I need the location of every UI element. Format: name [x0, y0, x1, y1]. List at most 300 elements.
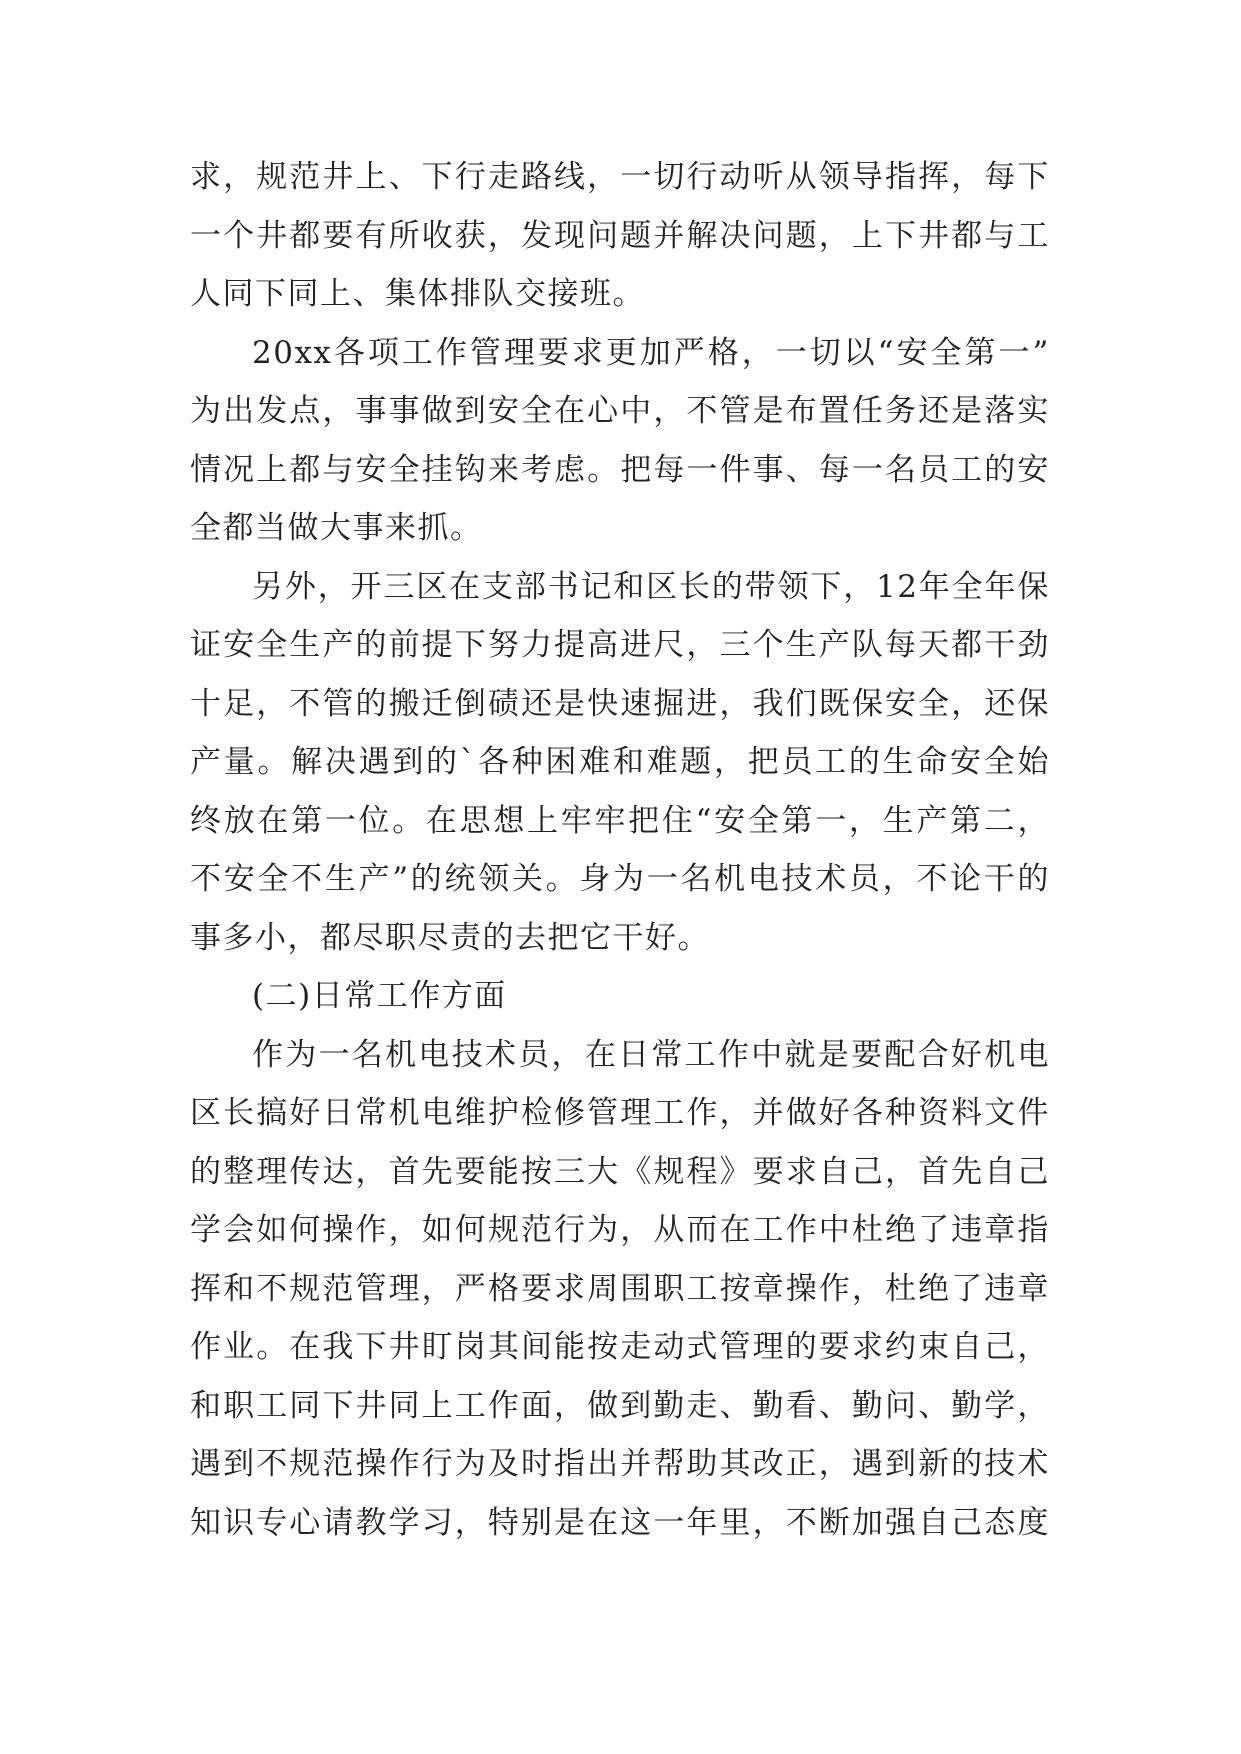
glyph: 进: [686, 685, 719, 722]
glyph: 改: [752, 1446, 786, 1482]
glyph: 要: [454, 1153, 488, 1190]
glyph: 教: [355, 1504, 388, 1541]
glyph: 规: [289, 1446, 322, 1482]
glyph: 遇: [190, 1446, 223, 1482]
glyph: 到: [223, 1446, 256, 1482]
glyph: 落: [984, 393, 1017, 429]
glyph: 区: [646, 568, 679, 605]
glyph: 理: [503, 334, 537, 371]
glyph: 机: [984, 1036, 1017, 1073]
text-line: [190, 1201, 1050, 1260]
glyph: 工: [256, 1387, 289, 1424]
glyph: 职: [653, 1270, 686, 1307]
glyph: 严: [454, 1270, 488, 1307]
glyph: 度: [1017, 1504, 1050, 1541]
glyph: ，: [487, 217, 521, 254]
glyph: 把: [620, 451, 653, 488]
glyph: ，: [951, 685, 984, 722]
text-line: 人同下同上、集体排队交接班。: [190, 276, 645, 312]
glyph: 面: [520, 1387, 554, 1424]
glyph: 路: [520, 159, 554, 195]
text-line: [190, 1377, 1050, 1436]
glyph: 学: [190, 1212, 223, 1248]
glyph: 及: [487, 1446, 521, 1482]
glyph: ，: [719, 685, 752, 722]
glyph: ，: [421, 1270, 455, 1307]
glyph: 实: [1017, 393, 1050, 429]
glyph: 钩: [454, 451, 488, 488]
glyph: 记: [580, 568, 613, 605]
glyph: 。: [545, 861, 579, 897]
glyph: 特: [487, 1504, 521, 1541]
glyph: 这: [620, 1504, 653, 1541]
glyph: 产: [190, 744, 223, 780]
glyph: 第: [291, 802, 324, 839]
glyph: 情: [190, 451, 223, 488]
glyph: ，: [818, 1446, 852, 1482]
text-line: [190, 1318, 1050, 1377]
glyph: 难: [579, 744, 612, 780]
glyph: 一: [653, 1504, 686, 1541]
glyph: 、: [719, 1387, 752, 1424]
glyph: 先: [951, 1153, 984, 1190]
glyph: 并: [653, 217, 686, 254]
glyph: 种: [884, 1095, 918, 1131]
glyph: 想: [493, 802, 526, 839]
glyph: ，: [884, 1153, 918, 1190]
glyph: 把: [628, 802, 661, 839]
glyph: 知: [190, 1504, 223, 1541]
glyph: 一: [998, 334, 1031, 371]
glyph: 。: [587, 451, 620, 488]
glyph: 按: [587, 1329, 620, 1365]
glyph: ，: [1017, 1329, 1050, 1365]
glyph: 井: [918, 217, 951, 254]
glyph: 第: [950, 802, 983, 839]
glyph: 下: [810, 568, 843, 605]
glyph: 达: [322, 1153, 355, 1190]
glyph: 名: [884, 451, 918, 488]
glyph: 工: [951, 451, 984, 488]
glyph: 不: [916, 861, 949, 897]
glyph: 何: [289, 1212, 322, 1248]
glyph: 把: [747, 744, 781, 780]
glyph: 遇: [851, 1446, 885, 1482]
glyph: 常: [355, 1095, 388, 1131]
glyph: 年: [686, 1504, 719, 1541]
glyph: 干: [983, 861, 1017, 897]
glyph: 心: [289, 1504, 322, 1541]
glyph: 从: [785, 159, 819, 195]
glyph: 学: [388, 1504, 422, 1541]
glyph: 现: [554, 217, 587, 254]
glyph: 在: [257, 802, 290, 839]
glyph: 解: [686, 217, 719, 254]
glyph: 式: [686, 1329, 719, 1365]
text-line: [190, 207, 1050, 266]
glyph: 事: [355, 393, 388, 429]
glyph: 都: [951, 217, 984, 254]
glyph: 工: [1017, 217, 1050, 254]
glyph: ，: [719, 1095, 752, 1131]
glyph: 在: [587, 1504, 620, 1541]
glyph: 员: [781, 744, 814, 780]
glyph: 更: [605, 334, 639, 371]
glyph: 要: [537, 334, 571, 371]
glyph: 从: [653, 1212, 686, 1248]
glyph: ”: [392, 861, 410, 897]
glyph: 职: [223, 1387, 256, 1424]
glyph: 牢: [560, 802, 594, 839]
glyph: 到: [884, 1446, 918, 1482]
glyph: 杜: [851, 1212, 885, 1248]
glyph: 请: [322, 1504, 355, 1541]
glyph: 理: [256, 1153, 289, 1190]
glyph: ，: [848, 802, 882, 839]
glyph: 要: [322, 217, 355, 254]
glyph: 机: [385, 1036, 418, 1073]
glyph: 关: [511, 861, 545, 897]
glyph: 员: [848, 861, 882, 897]
text-line: [190, 792, 1050, 851]
glyph: 动: [653, 1329, 686, 1365]
glyph: 安: [355, 451, 388, 488]
glyph: 里: [719, 1504, 752, 1541]
glyph: 和: [612, 744, 646, 780]
glyph: 的: [410, 861, 444, 897]
text-line: [190, 558, 1050, 617]
glyph: 项: [367, 334, 401, 371]
glyph: ，: [1017, 802, 1050, 839]
glyph: 年: [918, 568, 952, 605]
glyph: 第: [964, 334, 997, 371]
glyph: 行: [421, 1446, 455, 1482]
glyph: 工: [454, 1387, 488, 1424]
glyph: 每: [984, 159, 1017, 195]
glyph: 为: [454, 1446, 488, 1482]
glyph: 了: [918, 1212, 951, 1248]
glyph: 作: [717, 1036, 751, 1073]
glyph: 的: [355, 685, 388, 722]
glyph: 切: [809, 334, 843, 371]
glyph: 好: [289, 1095, 322, 1131]
glyph: ，: [355, 1153, 388, 1190]
glyph: 我: [752, 685, 786, 722]
glyph: 作: [435, 334, 469, 371]
glyph: 十: [190, 685, 223, 722]
text-line: [190, 616, 1050, 675]
glyph: 考: [520, 451, 554, 488]
glyph: 违: [951, 1212, 984, 1248]
glyph: 全: [256, 627, 289, 663]
glyph: 术: [815, 861, 848, 897]
glyph: 导: [851, 159, 885, 195]
glyph: 料: [951, 1095, 984, 1131]
glyph: 不: [190, 861, 223, 897]
glyph: 困: [545, 744, 578, 780]
glyph: 生: [289, 627, 322, 663]
glyph: 不: [785, 1504, 819, 1541]
glyph: 理: [620, 1095, 653, 1131]
glyph: 管: [469, 334, 503, 371]
glyph: 要: [851, 1036, 884, 1073]
glyph: 位: [358, 802, 392, 839]
glyph: 工: [401, 334, 435, 371]
glyph: 决: [324, 744, 358, 780]
glyph: 生: [324, 861, 358, 897]
glyph: 一: [775, 334, 809, 371]
glyph: 做: [421, 393, 455, 429]
glyph: 术: [1017, 1446, 1050, 1482]
glyph: 求: [571, 334, 605, 371]
glyph: 技: [984, 1446, 1017, 1482]
glyph: 安: [950, 744, 983, 780]
glyph: 全: [747, 802, 781, 839]
glyph: 是: [554, 1504, 587, 1541]
glyph: 自: [918, 1504, 951, 1541]
glyph: 书: [547, 568, 581, 605]
paragraph-3: [190, 558, 1050, 968]
glyph: 下: [421, 159, 455, 195]
glyph: 产: [818, 627, 852, 663]
glyph: 操: [322, 1212, 355, 1248]
glyph: 范: [322, 1270, 355, 1307]
glyph: 一: [620, 159, 653, 195]
glyph: 员: [918, 451, 951, 488]
glyph: 还: [984, 685, 1017, 722]
glyph: 领: [478, 861, 511, 897]
glyph: ，: [686, 627, 719, 663]
glyph: 了: [951, 1270, 984, 1307]
glyph: 管: [719, 1329, 752, 1365]
glyph: 作: [355, 1212, 388, 1248]
glyph: 工: [752, 1212, 786, 1248]
glyph: 何: [454, 1212, 488, 1248]
glyph: 碛: [487, 685, 521, 722]
glyph: 布: [785, 393, 819, 429]
glyph: 。: [257, 744, 290, 780]
glyph: 第: [781, 802, 815, 839]
glyph: 安: [896, 334, 929, 371]
glyph: 努: [487, 627, 521, 663]
glyph: 管: [719, 393, 752, 429]
glyph: 管: [355, 1270, 388, 1307]
glyph: 不: [686, 393, 719, 429]
glyph: 、: [388, 159, 422, 195]
glyph: 一: [686, 451, 719, 488]
text-line: [190, 1143, 1050, 1202]
glyph: 速: [620, 685, 653, 722]
text-line: [190, 441, 1050, 500]
glyph: 证: [190, 627, 223, 663]
glyph: ，: [223, 159, 256, 195]
glyph: 的: [848, 744, 882, 780]
glyph: 、: [918, 1387, 951, 1424]
glyph: 规: [289, 1270, 322, 1307]
glyph: 合: [917, 1036, 951, 1073]
glyph: ，: [587, 159, 620, 195]
glyph: ，: [818, 217, 852, 254]
glyph: 井: [355, 1387, 388, 1424]
glyph: 上: [851, 217, 885, 254]
glyph: 自: [984, 1153, 1017, 1190]
glyph: `: [459, 744, 477, 780]
glyph: 来: [487, 451, 521, 488]
glyph: 个: [223, 217, 256, 254]
paragraph-1: [190, 148, 1050, 324]
glyph: 全: [257, 861, 290, 897]
glyph: 干: [984, 627, 1017, 663]
glyph: 与: [984, 217, 1017, 254]
glyph: 作: [487, 1387, 521, 1424]
glyph: 术: [484, 1036, 518, 1073]
glyph: 如: [421, 1212, 455, 1248]
glyph: 解: [291, 744, 324, 780]
glyph: 题: [680, 744, 713, 780]
glyph: 领: [818, 159, 852, 195]
glyph: 绝: [884, 1212, 918, 1248]
glyph: 中: [818, 1212, 852, 1248]
glyph: 务: [884, 393, 918, 429]
glyph: 动: [719, 159, 752, 195]
glyph: 己: [951, 1504, 984, 1541]
glyph: ，: [322, 393, 355, 429]
glyph: 到: [392, 744, 425, 780]
glyph: 线: [554, 159, 587, 195]
glyph: 的: [190, 1153, 223, 1190]
glyph: ，: [752, 1504, 786, 1541]
glyph: 做: [587, 1387, 620, 1424]
glyph: 一: [815, 802, 848, 839]
glyph: ，: [851, 1270, 885, 1307]
glyph: 到: [454, 393, 488, 429]
glyph: 走: [620, 1329, 653, 1365]
glyph: 是: [817, 1036, 851, 1073]
glyph: 外: [284, 568, 318, 605]
glyph: 求: [190, 159, 223, 195]
text-line: [190, 1084, 1050, 1143]
glyph: 掘: [653, 685, 686, 722]
glyph: 勤: [851, 1387, 885, 1424]
glyph: 求: [554, 1270, 587, 1307]
glyph: 下: [355, 1329, 388, 1365]
glyph: 看: [785, 1387, 819, 1424]
glyph: 己: [851, 1153, 885, 1190]
glyph: 事: [752, 451, 786, 488]
glyph: 各: [477, 744, 511, 780]
glyph: 走: [686, 1387, 719, 1424]
glyph: 是: [554, 685, 587, 722]
glyph: 中: [751, 1036, 784, 1073]
glyph: 上: [256, 451, 289, 488]
glyph: 绝: [918, 1270, 951, 1307]
glyph: 的: [1017, 861, 1050, 897]
heading-line: (二)日常工作方面: [252, 978, 507, 1014]
glyph: 件: [1017, 1095, 1050, 1131]
glyph: 听: [752, 159, 786, 195]
glyph: 同: [388, 1387, 422, 1424]
glyph: 为: [285, 1036, 318, 1073]
glyph: 下: [454, 627, 488, 663]
paragraph-4: [190, 1026, 1050, 1553]
glyph: 的: [711, 568, 745, 605]
glyph: 理: [752, 1329, 786, 1365]
glyph: 首: [388, 1153, 422, 1190]
glyph: “: [695, 802, 713, 839]
glyph: 范: [520, 1212, 554, 1248]
glyph: 点: [289, 393, 322, 429]
glyph: 能: [487, 1153, 521, 1190]
glyph: 都: [951, 627, 984, 663]
glyph: 三: [719, 627, 752, 663]
glyph: 挥: [918, 159, 951, 195]
glyph: 还: [918, 393, 951, 429]
glyph: 井: [322, 159, 355, 195]
glyph: 《: [620, 1153, 653, 1190]
glyph: 搞: [256, 1095, 289, 1131]
glyph: 每: [884, 627, 918, 663]
glyph: 出: [587, 1446, 620, 1482]
glyph: 勤: [951, 1387, 984, 1424]
glyph: 井: [256, 217, 289, 254]
glyph: 要: [818, 1329, 852, 1365]
glyph: 问: [752, 217, 786, 254]
glyph: ，: [454, 1504, 488, 1541]
glyph: 规: [653, 1153, 686, 1190]
glyph: 始: [1017, 744, 1050, 780]
glyph: ，: [653, 393, 686, 429]
glyph: 迁: [421, 685, 455, 722]
glyph: 一: [851, 451, 885, 488]
glyph: 帮: [653, 1446, 686, 1482]
glyph: 获: [454, 217, 488, 254]
glyph: 三: [554, 1153, 587, 1190]
glyph: 全: [520, 393, 554, 429]
glyph: 的: [355, 627, 388, 663]
glyph: 电: [418, 1036, 451, 1073]
glyph: 程: [686, 1153, 719, 1190]
glyph: 岗: [454, 1329, 488, 1365]
glyph: 己: [1017, 1153, 1050, 1190]
glyph: 足: [223, 685, 256, 722]
glyph: 其: [487, 1329, 521, 1365]
glyph: 住: [661, 802, 695, 839]
glyph: 习: [421, 1504, 455, 1541]
glyph: 作: [818, 1270, 852, 1307]
glyph: 挥: [190, 1270, 223, 1307]
glyph: 做: [785, 1095, 819, 1131]
glyph: 全: [388, 451, 422, 488]
glyph: 。: [392, 802, 425, 839]
glyph: 指: [554, 1446, 587, 1482]
glyph: 指: [1017, 1212, 1050, 1248]
glyph: 天: [918, 627, 951, 663]
glyph: 产: [322, 627, 355, 663]
glyph: 名: [680, 861, 713, 897]
glyph: 而: [686, 1212, 719, 1248]
glyph: 在: [425, 802, 459, 839]
glyph: 配: [884, 1036, 917, 1073]
glyph: 高: [587, 627, 620, 663]
text-line: [190, 1260, 1050, 1319]
glyph: 并: [752, 1095, 786, 1131]
glyph: 作: [785, 1212, 819, 1248]
glyph: 勤: [653, 1387, 686, 1424]
glyph: 新: [918, 1446, 951, 1482]
glyph: 作: [388, 1446, 422, 1482]
glyph: 区: [416, 568, 449, 605]
glyph: 都: [289, 451, 322, 488]
